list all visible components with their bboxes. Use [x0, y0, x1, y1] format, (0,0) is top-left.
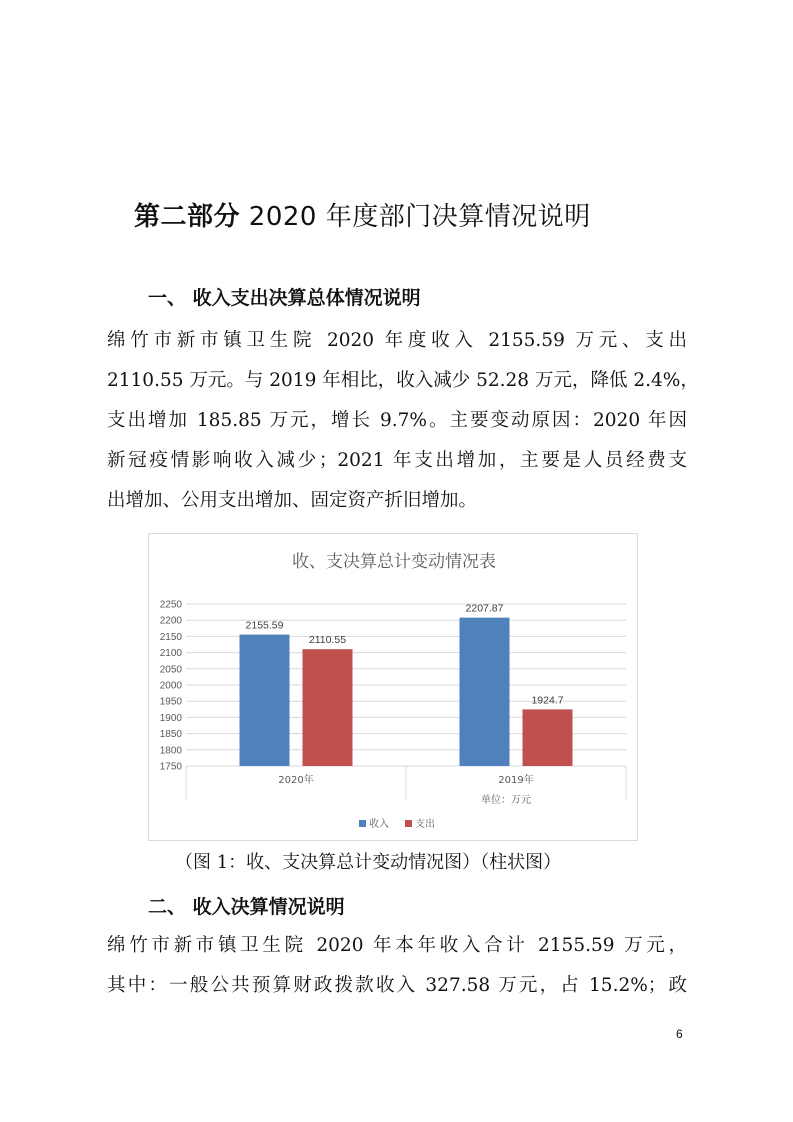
y-tick-label: 2200 [159, 615, 182, 627]
paragraph-line: 绵竹市新市镇卫生院 2020 年本年收入合计 2155.59 万元， [107, 935, 687, 956]
bar [303, 649, 353, 766]
chart-unit-label: 单位：万元 [481, 795, 531, 806]
y-tick-label: 2050 [159, 664, 182, 676]
y-tick-label: 2150 [159, 631, 182, 643]
category-label: 2019年 [498, 775, 534, 786]
paragraph-line: 出增加、公用支出增加、固定资产折旧增加。 [107, 490, 478, 511]
data-label: 2155.59 [245, 619, 284, 632]
legend-swatch [405, 820, 412, 827]
paragraph-line: 支出增加 185.85 万元，增长 9.7%。主要变动原因：2020 年因 [107, 410, 687, 431]
legend-label: 收入 [369, 819, 389, 830]
y-tick-label: 1800 [159, 745, 182, 757]
paragraph-line: 2110.55 万元。与 2019 年相比，收入减少 52.28 万元，降低 2.4%， [107, 370, 699, 391]
chart-title: 收、支决算总计变动情况表 [292, 552, 496, 572]
legend-swatch [359, 820, 366, 827]
y-tick-label: 2000 [159, 680, 182, 692]
section2-heading: 二、 收入决算情况说明 [148, 896, 345, 918]
bar-chart-svg [149, 534, 639, 842]
data-label: 2110.55 [308, 634, 347, 647]
chart-y-ticks [160, 600, 183, 773]
page-number: 6 [676, 1027, 683, 1041]
y-tick-label: 1900 [159, 712, 182, 724]
legend-label: 支出 [415, 819, 435, 830]
bar-chart [148, 533, 638, 841]
section1-heading: 一、 收入支出决算总体情况说明 [148, 287, 421, 309]
y-tick-label: 1750 [159, 761, 182, 773]
bar [240, 635, 290, 766]
y-tick-label: 1950 [159, 696, 182, 708]
figure-caption: （图 1：收、支决算总计变动情况图）（柱状图） [175, 852, 562, 873]
page-title [134, 196, 694, 233]
y-tick-label: 2100 [159, 648, 182, 660]
chart-legend [359, 817, 435, 830]
chart-data-labels [246, 603, 564, 707]
bar [460, 618, 510, 766]
paragraph-line: 其中：一般公共预算财政拨款收入 327.58 万元，占 15.2%；政 [107, 975, 687, 996]
y-tick-label: 1850 [159, 729, 182, 741]
section1-paragraph [107, 321, 699, 521]
data-label: 2207.87 [465, 602, 504, 615]
data-label: 1924.7 [531, 694, 564, 707]
page-title-rest: 2020 年度部门决算情况说明 [248, 202, 591, 232]
page-title-part: 第二部分 [134, 202, 241, 232]
section2-paragraph [107, 926, 687, 1006]
bar [523, 709, 573, 766]
category-label: 2020年 [278, 775, 314, 786]
paragraph-line: 新冠疫情影响收入减少；2021 年支出增加，主要是人员经费支 [107, 450, 687, 471]
paragraph-line: 绵竹市新市镇卫生院 2020 年度收入 2155.59 万元、支出 [107, 330, 687, 351]
chart-bars [240, 618, 573, 766]
y-tick-label: 2250 [159, 599, 182, 611]
